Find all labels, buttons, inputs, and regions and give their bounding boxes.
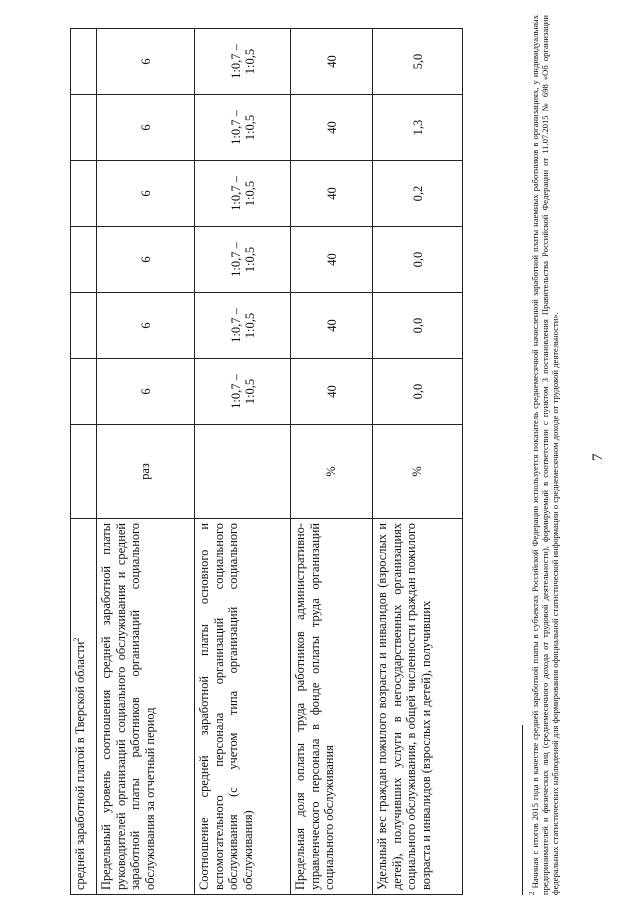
indicator-text: Удельный вес граждан пожилого возраста и инвалидов (взрослых и детей), получивших услуги в негосударственных организациях социального обслуживания, в общей численности граждан пожилого возраста и инвалидов (взрослых и детей), получивших bbox=[375, 523, 433, 890]
unit-cell: % bbox=[291, 425, 373, 519]
unit-cell bbox=[195, 425, 291, 519]
table-row bbox=[195, 29, 291, 895]
unit-cell bbox=[71, 425, 97, 519]
value-cell: 6 bbox=[97, 95, 195, 161]
footnote-divider bbox=[522, 725, 523, 895]
value-cell: 0,0 bbox=[373, 227, 463, 293]
value-cell: 40 bbox=[291, 29, 373, 95]
value-cell: 1:0,7 – 1:0,5 bbox=[195, 95, 291, 161]
value-cell: 6 bbox=[97, 29, 195, 95]
value-cell: 40 bbox=[291, 359, 373, 425]
value-cell bbox=[71, 293, 97, 359]
footnote-mark: 2 bbox=[528, 891, 537, 895]
value-cell: 1:0,7 – 1:0,5 bbox=[195, 293, 291, 359]
page-number: 7 bbox=[590, 453, 606, 461]
value-cell: 1:0,7 – 1:0,5 bbox=[195, 359, 291, 425]
value-cell bbox=[71, 161, 97, 227]
value-cell: 40 bbox=[291, 293, 373, 359]
table-row bbox=[373, 29, 463, 895]
indicator-cell bbox=[195, 519, 291, 895]
value-cell: 1:0,7 – 1:0,5 bbox=[195, 227, 291, 293]
value-cell: 40 bbox=[291, 95, 373, 161]
table-row bbox=[97, 29, 195, 895]
value-cell: 40 bbox=[291, 227, 373, 293]
value-cell bbox=[71, 29, 97, 95]
indicator-text: средней заработной платой в Тверской области bbox=[73, 641, 87, 890]
indicator-text: Предельный уровень соотношения средней заработной платы руководителей организаций социального обслуживания и средней заработной платы работников организаций социального обслуживания за отчетный период bbox=[99, 523, 157, 890]
value-cell: 6 bbox=[97, 359, 195, 425]
value-cell: 0,0 bbox=[373, 293, 463, 359]
footnote-text: Начиная с итогов 2015 года в качестве средней заработной платы в субъектах Российской Федерации используется показатель среднемесячной начисленной заработной платы наемных работников в организациях, у индивидуальных предпринимателей и физических лиц (среднемесячного дохода от трудовой деятельности), формируемый в соответствии с пунктом 3 постановления Правительства Российской Федерации от 11.07.2015 № 698 «Об организации федеральных статистических наблюдений для формирования официальной статистической информации о среднемесячном доходе от трудовой деятельности». bbox=[530, 15, 561, 895]
value-cell: 5,0 bbox=[373, 29, 463, 95]
indicator-cell bbox=[291, 519, 373, 895]
value-cell: 6 bbox=[97, 227, 195, 293]
value-cell: 1:0,7 – 1:0,5 bbox=[195, 29, 291, 95]
indicators-table bbox=[70, 28, 463, 895]
indicator-cell bbox=[373, 519, 463, 895]
value-cell: 1,3 bbox=[373, 95, 463, 161]
indicator-text: Соотношение средней заработной платы основного и вспомогательного персонала организаций социального обслуживания (с учетом типа организаций социального обслуживания) bbox=[197, 523, 255, 890]
indicator-cell bbox=[71, 519, 97, 895]
value-cell bbox=[71, 359, 97, 425]
table-row bbox=[291, 29, 373, 895]
footnote-ref: 2 bbox=[71, 637, 81, 642]
footnote bbox=[530, 15, 561, 895]
table-row bbox=[71, 29, 97, 895]
indicator-text: Предельная доля оплаты труда работников административно-управленческого персонала в фонде оплаты труда организаций социального обслуживания bbox=[293, 523, 337, 890]
unit-cell: % bbox=[373, 425, 463, 519]
unit-cell: раз bbox=[97, 425, 195, 519]
value-cell: 6 bbox=[97, 293, 195, 359]
value-cell: 6 bbox=[97, 161, 195, 227]
value-cell: 1:0,7 – 1:0,5 bbox=[195, 161, 291, 227]
value-cell bbox=[71, 227, 97, 293]
value-cell: 0,2 bbox=[373, 161, 463, 227]
value-cell bbox=[71, 95, 97, 161]
value-cell: 0,0 bbox=[373, 359, 463, 425]
value-cell: 40 bbox=[291, 161, 373, 227]
indicator-cell bbox=[97, 519, 195, 895]
